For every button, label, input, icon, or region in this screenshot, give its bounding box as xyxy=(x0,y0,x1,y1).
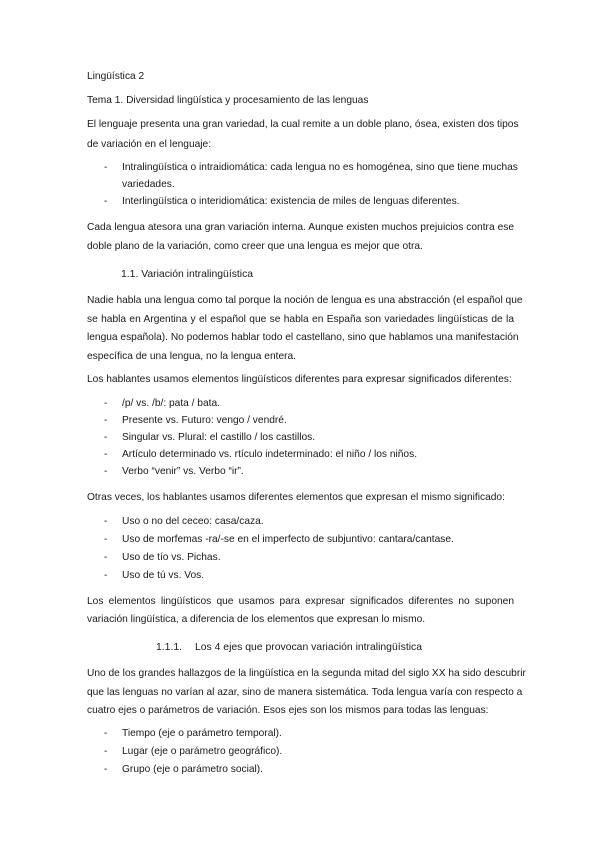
bullet-dash: - xyxy=(104,516,108,527)
bullet-dash: - xyxy=(104,162,108,173)
bullet-dash: - xyxy=(104,552,108,563)
paragraph-line: se habla en Argentina y el español que se habla en España son variedades lingüísticas de la xyxy=(87,314,514,325)
list-item: Artículo determinado vs. rtículo indeterminado: el niño / los niños. xyxy=(122,449,418,460)
paragraph-line: Cada lengua atesora una gran variación interna. Aunque existen muchos prejuicios contra ese xyxy=(87,222,514,233)
tema-heading: Tema 1. Diversidad lingüística y procesamiento de las lenguas xyxy=(87,95,369,106)
list-item: Lugar (eje o parámetro geográfico). xyxy=(122,746,283,757)
section-heading-1-1-1: Los 4 ejes que provocan variación intralingüística xyxy=(195,642,422,653)
list-item: Intralingüística o intraidiomática: cada lengua no es homogénea, sino que tiene muchas xyxy=(122,162,518,173)
bullet-dash: - xyxy=(104,570,108,581)
list-item: Uso de morfemas -ra/-se en el imperfecto de subjuntivo: cantara/cantase. xyxy=(122,534,454,545)
bullet-dash: - xyxy=(104,398,108,409)
list-item: Uso o no del ceceo: casa/caza. xyxy=(122,516,264,527)
paragraph-line: Los hablantes usamos elementos lingüísticos diferentes para expresar significados diferentes: xyxy=(87,374,512,385)
paragraph-line: Otras veces, los hablantes usamos diferentes elementos que expresan el mismo significado: xyxy=(87,492,505,503)
paragraph-line: El lenguaje presenta una gran variedad, la cual remite a un doble plano, ósea, existen dos tipos xyxy=(87,119,519,130)
paragraph-line: variación lingüística, a diferencia de los elementos que expresan lo mismo. xyxy=(87,614,426,625)
bullet-dash: - xyxy=(104,432,108,443)
paragraph-line: cuatro ejes o parámetros de variación. Esos ejes son los mismos para todas las lenguas: xyxy=(87,705,489,716)
section-heading-1-1: 1.1. Variación intralingüística xyxy=(121,269,254,280)
list-item: Verbo “venir” vs. Verbo “ir”. xyxy=(122,466,244,477)
bullet-dash: - xyxy=(104,728,108,739)
paragraph-line: Los elementos lingüísticos que usamos para expresar significados diferentes no suponen xyxy=(87,596,514,607)
paragraph-line: que las lenguas no varían al azar, sino de manera sistemática. Toda lengua varía con respecto a xyxy=(87,687,523,698)
bullet-dash: - xyxy=(104,534,108,545)
bullet-dash: - xyxy=(104,415,108,426)
bullet-dash: - xyxy=(104,764,108,775)
list-item: Interlingüística o interidiomática: existencia de miles de lenguas diferentes. xyxy=(122,196,460,207)
list-item: Uso de tú vs. Vos. xyxy=(122,570,205,581)
paragraph-line: Uno de los grandes hallazgos de la lingüística en la segunda mitad del siglo XX ha sido descubrir xyxy=(87,668,526,679)
paragraph-line: lengua española). No podemos hablar todo el castellano, sino que hablamos una manifestación xyxy=(87,332,519,343)
list-item: Singular vs. Plural: el castillo / los castillos. xyxy=(122,432,316,443)
list-item: /p/ vs. /b/: pata / bata. xyxy=(122,398,220,409)
bullet-dash: - xyxy=(104,196,108,207)
list-item: Presente vs. Futuro: vengo / vendré. xyxy=(122,415,287,426)
list-item: Tiempo (eje o parámetro temporal). xyxy=(122,728,282,739)
section-heading-1-1-1-number: 1.1.1. xyxy=(156,642,182,653)
paragraph-line: de variación en el lenguaje: xyxy=(87,139,212,150)
bullet-dash: - xyxy=(104,746,108,757)
list-item: Uso de tío vs. Pichas. xyxy=(122,552,221,563)
paragraph-line: doble plano de la variación, como creer que una lengua es mejor que otra. xyxy=(87,241,423,252)
paragraph-line: específica de una lengua, no la lengua entera. xyxy=(87,351,297,362)
bullet-dash: - xyxy=(104,449,108,460)
bullet-dash: - xyxy=(104,466,108,477)
document-title: Lingüística 2 xyxy=(87,71,145,82)
list-item-continuation: variedades. xyxy=(122,179,175,190)
list-item: Grupo (eje o parámetro social). xyxy=(122,764,263,775)
paragraph-line: Nadie habla una lengua como tal porque la noción de lengua es una abstracción (el español que xyxy=(87,295,523,306)
